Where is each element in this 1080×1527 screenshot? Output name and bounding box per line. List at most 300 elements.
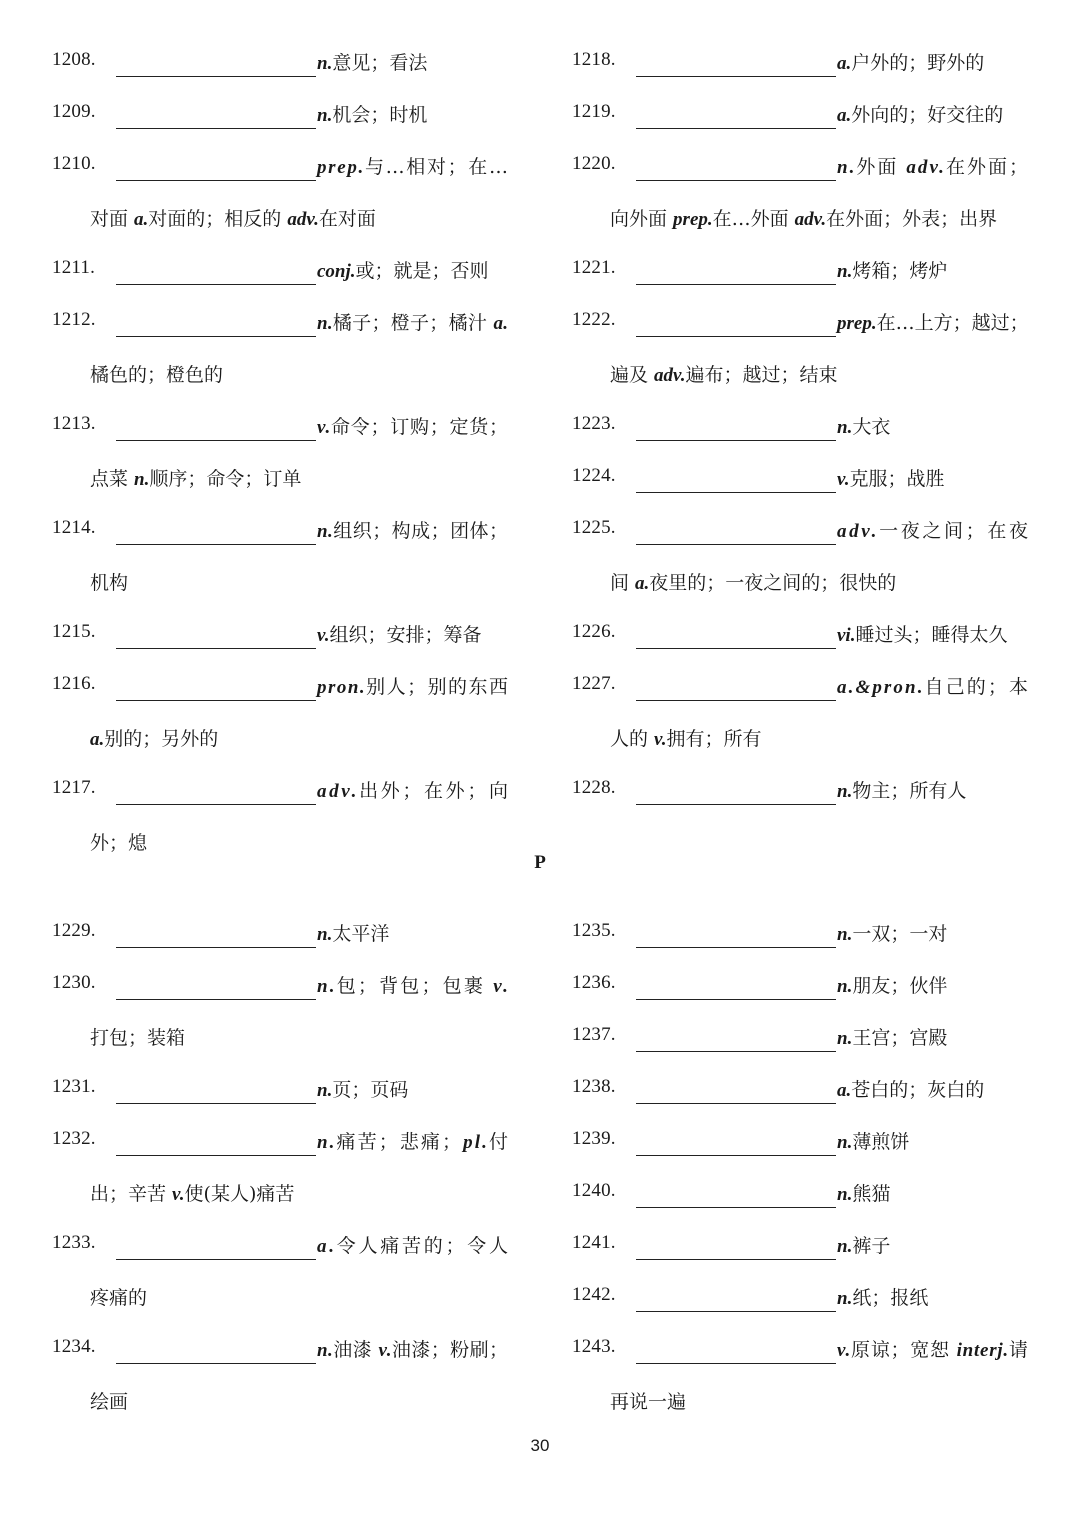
- entry-line: [572, 662, 1042, 714]
- entry-number: 1238.: [572, 1076, 616, 1097]
- answer-blank[interactable]: [116, 648, 316, 649]
- entry-number: 1231.: [52, 1076, 96, 1097]
- entry-number: 1235.: [572, 920, 616, 941]
- definition-text: 油漆；粉刷；: [391, 1339, 509, 1361]
- entry-number: 1243.: [572, 1336, 616, 1357]
- entry-number: 1224.: [572, 465, 616, 486]
- continuation-line: [572, 714, 1042, 766]
- entry-number: 1228.: [572, 777, 616, 798]
- answer-blank[interactable]: [636, 180, 836, 181]
- answer-blank[interactable]: [116, 128, 316, 129]
- part-of-speech: a.: [317, 1236, 337, 1257]
- entry-number: 1208.: [52, 49, 96, 70]
- part-of-speech: n.: [837, 976, 853, 997]
- entry-definition: [837, 1075, 984, 1102]
- definition-text: 外面: [856, 156, 907, 178]
- part-of-speech: n.: [317, 53, 333, 74]
- part-of-speech: n.: [837, 157, 857, 178]
- answer-blank[interactable]: [636, 947, 836, 948]
- entry-number: 1213.: [52, 413, 96, 434]
- entry-number: 1234.: [52, 1336, 96, 1357]
- entry-line: [52, 961, 522, 1013]
- answer-blank[interactable]: [636, 1311, 836, 1312]
- definition-text: 油漆: [333, 1339, 379, 1361]
- entry-definition: [317, 1127, 510, 1154]
- vocab-entry: [52, 402, 522, 506]
- entry-line: [572, 610, 1042, 662]
- entry-number: 1223.: [572, 413, 616, 434]
- definition-text: 苍白的；灰白的: [851, 1079, 985, 1101]
- definition-text: 纸；报纸: [852, 1287, 929, 1309]
- entry-definition: [837, 620, 1007, 647]
- entry-line: [52, 506, 522, 558]
- part-of-speech: n.: [837, 1236, 853, 1257]
- definition-text: 使(某人)痛苦: [184, 1183, 295, 1205]
- answer-blank[interactable]: [636, 1103, 836, 1104]
- entry-line: [572, 38, 1042, 90]
- entry-definition: [837, 464, 945, 491]
- definition-continuation: [610, 1387, 686, 1414]
- definition-text: 痛苦；悲痛；: [336, 1131, 464, 1153]
- entry-definition: [837, 1127, 909, 1154]
- vocab-entry: [52, 38, 522, 90]
- continuation-line: [52, 558, 522, 610]
- definition-text: 别的；另外的: [104, 728, 219, 750]
- vocab-entry: [52, 909, 522, 961]
- definition-text: 在…外面: [712, 208, 795, 230]
- definition-text: 橘子；橙子；橘汁: [332, 312, 494, 334]
- part-of-speech: a.: [635, 573, 650, 594]
- entry-definition: [317, 919, 389, 946]
- definition-text: 大衣: [852, 416, 891, 438]
- definition-text: 橘色的；橙色的: [90, 364, 224, 386]
- entry-line: [52, 298, 522, 350]
- entry-definition: [317, 256, 489, 283]
- part-of-speech: v.: [493, 976, 511, 997]
- answer-blank[interactable]: [636, 440, 836, 441]
- vocab-entry: [572, 961, 1042, 1013]
- part-of-speech: a.: [837, 105, 852, 126]
- vocab-entry: [52, 1325, 522, 1429]
- entry-number: 1209.: [52, 101, 96, 122]
- vocab-entry: [52, 90, 522, 142]
- entry-line: [52, 246, 522, 298]
- entry-number: 1236.: [572, 972, 616, 993]
- definition-text: 顺序；命令；订单: [149, 468, 302, 490]
- part-of-speech: v.: [837, 1340, 851, 1361]
- continuation-line: [52, 350, 522, 402]
- part-of-speech: prep.: [317, 157, 365, 178]
- definition-text: 请: [1008, 1339, 1029, 1361]
- definition-text: 绘画: [90, 1391, 129, 1413]
- answer-blank[interactable]: [116, 180, 316, 181]
- answer-blank[interactable]: [636, 1155, 836, 1156]
- definition-text: 再说一遍: [610, 1391, 687, 1413]
- entry-line: [572, 961, 1042, 1013]
- part-of-speech: n.: [837, 261, 853, 282]
- entry-definition: [317, 100, 427, 127]
- part-of-speech: adv.: [654, 365, 686, 386]
- vocab-entry: [52, 246, 522, 298]
- vocab-entry: [572, 1013, 1042, 1065]
- part-of-speech: adv.: [317, 781, 360, 802]
- part-of-speech: prep.: [673, 209, 713, 230]
- entry-number: 1233.: [52, 1232, 96, 1253]
- part-of-speech: n.: [317, 1340, 334, 1361]
- definition-text: 在…上方；越过；: [876, 312, 1029, 334]
- part-of-speech: a.: [837, 53, 852, 74]
- entry-definition: [317, 412, 509, 439]
- answer-blank[interactable]: [636, 76, 836, 77]
- answer-blank[interactable]: [636, 284, 836, 285]
- answer-blank[interactable]: [636, 700, 836, 701]
- definition-text: 人的: [610, 728, 655, 750]
- continuation-line: [52, 1169, 522, 1221]
- continuation-line: [52, 1273, 522, 1325]
- part-of-speech: a.&pron.: [837, 677, 925, 698]
- definition-text: 在对面: [318, 208, 376, 230]
- part-of-speech: v.: [837, 469, 850, 490]
- entry-line: [52, 766, 522, 818]
- entry-line: [52, 1325, 522, 1377]
- entry-definition: [317, 971, 510, 998]
- definition-continuation: [90, 1283, 147, 1310]
- continuation-line: [572, 1377, 1042, 1429]
- part-of-speech: n.: [837, 924, 853, 945]
- entry-definition: [837, 1231, 890, 1258]
- entry-number: 1232.: [52, 1128, 96, 1149]
- entry-definition: [837, 776, 966, 803]
- entry-definition: [837, 919, 947, 946]
- part-of-speech: a.: [837, 1080, 852, 1101]
- entry-number: 1221.: [572, 257, 616, 278]
- definition-text: 在外面；外表；出界: [826, 208, 998, 230]
- entry-number: 1215.: [52, 621, 96, 642]
- entry-number: 1222.: [572, 309, 616, 330]
- definition-text: 遍及: [610, 364, 655, 386]
- part-of-speech: n.: [317, 1080, 333, 1101]
- part-of-speech: adv.: [906, 157, 946, 178]
- vocab-entry: [52, 298, 522, 402]
- answer-blank[interactable]: [116, 804, 316, 805]
- vocab-entry: [572, 1169, 1042, 1221]
- part-of-speech: n.: [837, 781, 853, 802]
- definition-continuation: [90, 204, 376, 231]
- part-of-speech: a.: [493, 313, 509, 334]
- entry-number: 1242.: [572, 1284, 616, 1305]
- vocab-entry: [52, 506, 522, 610]
- entry-line: [572, 402, 1042, 454]
- answer-blank[interactable]: [636, 1207, 836, 1208]
- entry-line: [52, 1065, 522, 1117]
- definition-continuation: [90, 1023, 185, 1050]
- part-of-speech: interj.: [956, 1340, 1009, 1361]
- entry-line: [572, 1117, 1042, 1169]
- entry-definition: [837, 256, 947, 283]
- answer-blank[interactable]: [116, 440, 316, 441]
- entry-line: [52, 610, 522, 662]
- part-of-speech: vi.: [837, 625, 856, 646]
- definition-text: 组织；安排；筹备: [329, 624, 482, 646]
- entry-line: [52, 402, 522, 454]
- part-of-speech: n.: [837, 1132, 853, 1153]
- definition-text: 或；就是；否则: [355, 260, 489, 282]
- entry-definition: [317, 48, 427, 75]
- vocab-entry: [572, 1065, 1042, 1117]
- vocab-entry: [52, 961, 522, 1065]
- entry-line: [52, 662, 522, 714]
- answer-blank[interactable]: [116, 1363, 316, 1364]
- definition-text: 打包；装箱: [90, 1027, 186, 1049]
- vocab-entry: [52, 1117, 522, 1221]
- definition-text: 对面的；相反的: [148, 208, 288, 230]
- entry-definition: [317, 672, 510, 699]
- definition-text: 户外的；野外的: [851, 52, 985, 74]
- definition-continuation: [90, 464, 301, 491]
- vocab-entry: [52, 610, 522, 662]
- continuation-line: [52, 1377, 522, 1429]
- vocab-entry: [52, 1065, 522, 1117]
- definition-text: 与…相对；在…: [364, 156, 510, 178]
- entry-number: 1226.: [572, 621, 616, 642]
- part-of-speech: n.: [317, 105, 333, 126]
- page-number: 30: [530, 1436, 550, 1455]
- definition-text: 薄煎饼: [852, 1131, 910, 1153]
- vocab-entry: [52, 142, 522, 246]
- entry-number: 1241.: [572, 1232, 616, 1253]
- answer-blank[interactable]: [116, 1155, 316, 1156]
- definition-text: 一夜之间；在夜: [879, 520, 1031, 542]
- part-of-speech: v.: [378, 1340, 392, 1361]
- definition-text: 烤箱；烤炉: [852, 260, 948, 282]
- entry-line: [572, 1169, 1042, 1221]
- definition-text: 裤子: [852, 1235, 891, 1257]
- section-heading: P: [534, 852, 546, 873]
- entry-number: 1211.: [52, 257, 96, 278]
- definition-text: 机构: [90, 572, 129, 594]
- part-of-speech: v.: [172, 1184, 185, 1205]
- entry-number: 1218.: [572, 49, 616, 70]
- answer-blank[interactable]: [116, 544, 316, 545]
- answer-blank[interactable]: [636, 128, 836, 129]
- part-of-speech: n.: [317, 924, 333, 945]
- continuation-line: [52, 714, 522, 766]
- definition-text: 出外；在外；向: [359, 780, 511, 802]
- entry-definition: [317, 308, 508, 335]
- definition-text: 页；页码: [332, 1079, 409, 1101]
- definition-continuation: [90, 568, 128, 595]
- definition-text: 付: [488, 1131, 511, 1153]
- part-of-speech: n.: [317, 1132, 337, 1153]
- vocab-entry: [572, 662, 1042, 766]
- entry-line: [572, 1065, 1042, 1117]
- entry-line: [572, 909, 1042, 961]
- part-of-speech: pl.: [463, 1132, 489, 1153]
- entry-number: 1216.: [52, 673, 96, 694]
- answer-blank[interactable]: [636, 804, 836, 805]
- continuation-line: [572, 350, 1042, 402]
- right-column: [572, 909, 1042, 1429]
- answer-blank[interactable]: [636, 999, 836, 1000]
- part-of-speech: v.: [654, 729, 667, 750]
- entry-definition: [837, 100, 1003, 127]
- entry-number: 1229.: [52, 920, 96, 941]
- entry-line: [572, 298, 1042, 350]
- definition-text: 对面: [90, 208, 135, 230]
- entry-definition: [837, 1023, 947, 1050]
- definition-text: 机会；时机: [332, 104, 428, 126]
- entry-line: [572, 506, 1042, 558]
- definition-text: 夜里的；一夜之间的；很快的: [649, 572, 897, 594]
- entry-number: 1214.: [52, 517, 96, 538]
- entry-definition: [317, 620, 482, 647]
- entry-line: [52, 1117, 522, 1169]
- entry-definition: [837, 672, 1030, 699]
- vocab-entry: [572, 1117, 1042, 1169]
- part-of-speech: n.: [317, 521, 334, 542]
- definition-text: 间: [610, 572, 636, 594]
- answer-blank[interactable]: [116, 1103, 316, 1104]
- entry-line: [572, 90, 1042, 142]
- definition-text: 命令；订购；定货；: [330, 416, 509, 438]
- left-column: [52, 909, 522, 1429]
- entry-line: [52, 909, 522, 961]
- continuation-line: [52, 194, 522, 246]
- definition-text: 组织；构成；团体；: [333, 520, 509, 542]
- continuation-line: [52, 454, 522, 506]
- definition-text: 拥有；所有: [666, 728, 762, 750]
- entry-line: [572, 1273, 1042, 1325]
- entry-line: [52, 1221, 522, 1273]
- definition-text: 意见；看法: [332, 52, 428, 74]
- answer-blank[interactable]: [116, 284, 316, 285]
- entry-line: [52, 142, 522, 194]
- definition-continuation: [90, 828, 147, 855]
- definition-text: 自己的；本: [924, 676, 1031, 698]
- vocab-entry: [572, 246, 1042, 298]
- definition-text: 克服；战胜: [849, 468, 945, 490]
- continuation-line: [572, 558, 1042, 610]
- entry-definition: [317, 152, 510, 179]
- vocab-entry: [52, 662, 522, 766]
- answer-blank[interactable]: [636, 544, 836, 545]
- definition-text: 王宫；宫殿: [852, 1027, 948, 1049]
- vocab-entry: [572, 1325, 1042, 1429]
- answer-blank[interactable]: [116, 336, 316, 337]
- vocab-entry: [572, 1221, 1042, 1273]
- definition-text: 原谅；宽恕: [851, 1339, 957, 1361]
- definition-text: 疼痛的: [90, 1287, 148, 1309]
- entry-line: [572, 1325, 1042, 1377]
- answer-blank[interactable]: [116, 700, 316, 701]
- entry-definition: [837, 308, 1029, 335]
- part-of-speech: prep.: [837, 313, 877, 334]
- entry-number: 1210.: [52, 153, 96, 174]
- entry-line: [572, 1013, 1042, 1065]
- entry-number: 1225.: [572, 517, 616, 538]
- part-of-speech: adv.: [287, 209, 319, 230]
- vocab-entry: [572, 1273, 1042, 1325]
- answer-blank[interactable]: [636, 492, 836, 493]
- entry-definition: [317, 1335, 508, 1362]
- vocab-entry: [572, 402, 1042, 454]
- part-of-speech: n.: [837, 1288, 853, 1309]
- entry-definition: [837, 1283, 928, 1310]
- entry-line: [572, 454, 1042, 506]
- part-of-speech: pron.: [317, 677, 367, 698]
- answer-blank[interactable]: [116, 999, 316, 1000]
- entry-number: 1212.: [52, 309, 96, 330]
- answer-blank[interactable]: [636, 1259, 836, 1260]
- definition-text: 睡过头；睡得太久: [855, 624, 1008, 646]
- vocab-entry: [572, 142, 1042, 246]
- definition-text: 点菜: [90, 468, 135, 490]
- entry-definition: [837, 48, 984, 75]
- entry-number: 1220.: [572, 153, 616, 174]
- part-of-speech: adv.: [794, 209, 827, 230]
- vocab-entry: [52, 1221, 522, 1325]
- definition-text: 遍布；越过；结束: [685, 364, 838, 386]
- part-of-speech: v.: [317, 625, 330, 646]
- vocab-entry: [572, 38, 1042, 90]
- definition-text: 物主；所有人: [852, 780, 967, 802]
- entry-definition: [837, 152, 1030, 179]
- definition-continuation: [610, 360, 838, 387]
- entry-definition: [837, 971, 947, 998]
- definition-continuation: [610, 724, 762, 751]
- entry-line: [52, 38, 522, 90]
- part-of-speech: a.: [90, 729, 105, 750]
- entry-definition: [317, 1075, 408, 1102]
- answer-blank[interactable]: [636, 336, 836, 337]
- definition-text: 别人；别的东西: [366, 676, 510, 698]
- entry-definition: [837, 1179, 890, 1206]
- part-of-speech: n.: [837, 1184, 853, 1205]
- vocab-entry: [572, 909, 1042, 961]
- entry-number: 1240.: [572, 1180, 616, 1201]
- definition-continuation: [610, 568, 896, 595]
- vocab-entry: [572, 506, 1042, 610]
- part-of-speech: n.: [134, 469, 150, 490]
- definition-text: 令人痛苦的；令人: [336, 1235, 511, 1257]
- definition-text: 向外面: [610, 208, 674, 230]
- definition-continuation: [90, 360, 223, 387]
- part-of-speech: n.: [837, 1028, 853, 1049]
- vocab-entry: [572, 298, 1042, 402]
- entry-definition: [317, 1231, 511, 1258]
- answer-blank[interactable]: [116, 1259, 316, 1260]
- vocab-entry: [572, 90, 1042, 142]
- answer-blank[interactable]: [116, 76, 316, 77]
- entry-number: 1237.: [572, 1024, 616, 1045]
- entry-line: [572, 766, 1042, 818]
- definition-text: 包；背包；包裹: [336, 975, 494, 997]
- vocab-entry: [572, 766, 1042, 818]
- answer-blank[interactable]: [116, 947, 316, 948]
- left-column: [52, 38, 522, 870]
- answer-blank[interactable]: [636, 1051, 836, 1052]
- entry-definition: [837, 412, 890, 439]
- answer-blank[interactable]: [636, 648, 836, 649]
- continuation-line: [52, 1013, 522, 1065]
- answer-blank[interactable]: [636, 1363, 836, 1364]
- entry-definition: [837, 1335, 1029, 1362]
- part-of-speech: adv.: [837, 521, 880, 542]
- definition-text: 熊猫: [852, 1183, 891, 1205]
- entry-definition: [317, 516, 509, 543]
- entry-number: 1239.: [572, 1128, 616, 1149]
- vocab-entry: [572, 454, 1042, 506]
